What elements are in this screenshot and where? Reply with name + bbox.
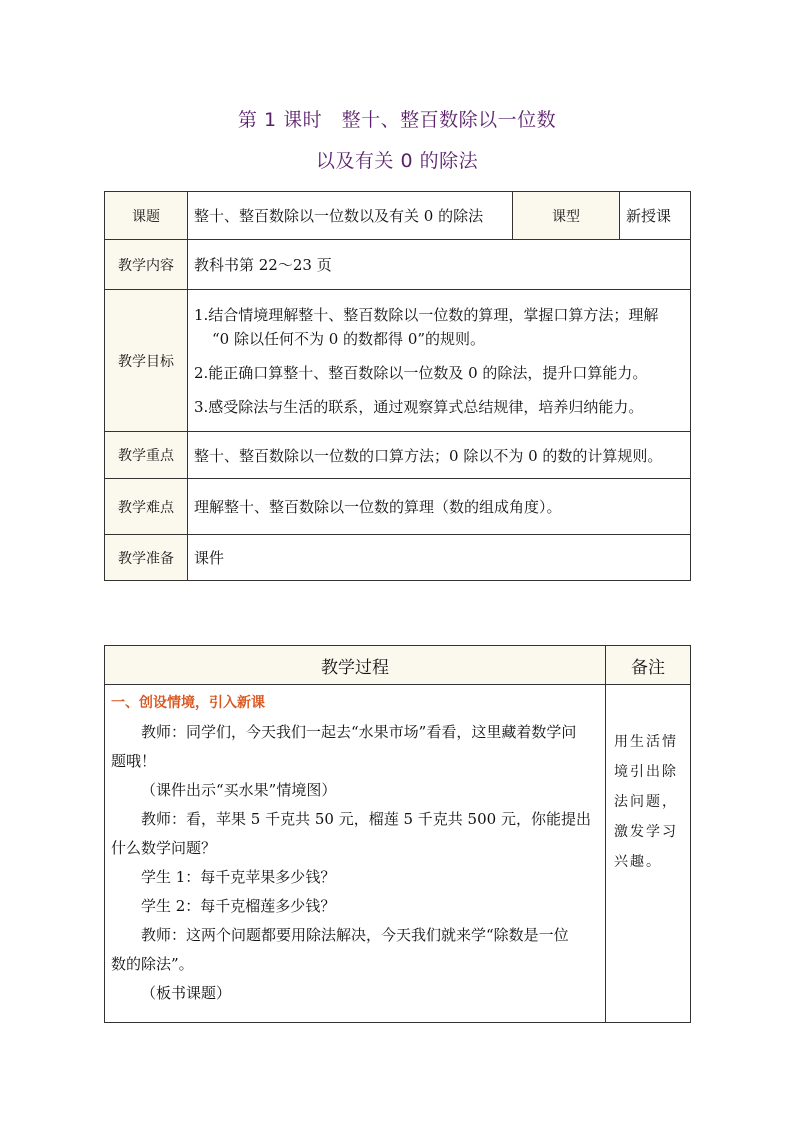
note-header: 备注 (606, 646, 691, 685)
process-header: 教学过程 (105, 646, 606, 685)
content-label: 教学内容 (105, 240, 188, 290)
page-subtitle: 以及有关 0 的除法 (315, 150, 479, 172)
key-point-label: 教学重点 (105, 432, 188, 479)
goal-item: 2.能正确口算整十、整百数除以一位数及 0 的除法，提升口算能力。 (194, 363, 648, 382)
teaching-process-table (104, 645, 691, 1023)
goal-item: 1.结合情境理解整十、整百数除以一位数的算理，掌握口算方法；理解 (194, 305, 659, 324)
note-line: 法问题， (614, 794, 678, 810)
section-title: 一、创设情境，引入新课 (111, 695, 265, 711)
lesson-info-table (104, 191, 691, 581)
note-line: 激发学习 (614, 824, 678, 840)
process-line: 学生 2：每千克榴莲多少钱？ (141, 897, 336, 915)
process-line: 教师：这两个问题都要用除法解决，今天我们就来学“除数是一位 (141, 926, 569, 944)
page-title: 第 1 课时 整十、整百数除以一位数 (237, 109, 557, 131)
process-line: 教师：看，苹果 5 千克共 50 元，榴莲 5 千克共 500 元，你能提出 (141, 810, 591, 828)
type-label: 课型 (513, 192, 620, 240)
topic-label: 课题 (105, 192, 188, 240)
prep-value: 课件 (188, 535, 691, 581)
prep-label: 教学准备 (105, 535, 188, 581)
goal-label: 教学目标 (105, 290, 188, 432)
note-line: 兴趣。 (614, 854, 662, 870)
goal-item: 3.感受除法与生活的联系，通过观察算式总结规律，培养归纳能力。 (194, 397, 644, 416)
process-line: 题哦！ (111, 752, 157, 770)
process-line: （板书课题） (141, 984, 232, 1002)
process-body (105, 685, 606, 1023)
goal-item: “0 除以任何不为 0 的数都得 0”的规则。 (212, 329, 486, 348)
note-line: 用生活情 (614, 734, 678, 750)
difficulty-value: 理解整十、整百数除以一位数的算理（数的组成角度）。 (188, 479, 691, 535)
content-value: 教科书第 22～23 页 (188, 240, 691, 290)
process-line: 数的除法”。 (111, 955, 194, 973)
key-point-value: 整十、整百数除以一位数的口算方法；0 除以不为 0 的数的计算规则。 (188, 432, 691, 479)
process-line: 什么数学问题？ (111, 839, 217, 857)
note-cell (606, 685, 691, 1023)
type-value: 新授课 (620, 192, 691, 240)
difficulty-label: 教学难点 (105, 479, 188, 535)
process-line: （课件出示“买水果”情境图） (141, 781, 337, 799)
goal-list (188, 290, 691, 432)
note-line: 境引出除 (614, 764, 678, 780)
process-line: 教师：同学们，今天我们一起去“水果市场”看看，这里藏着数学问 (141, 723, 577, 741)
process-line: 学生 1：每千克苹果多少钱？ (141, 868, 336, 886)
topic-value: 整十、整百数除以一位数以及有关 0 的除法 (188, 192, 513, 240)
